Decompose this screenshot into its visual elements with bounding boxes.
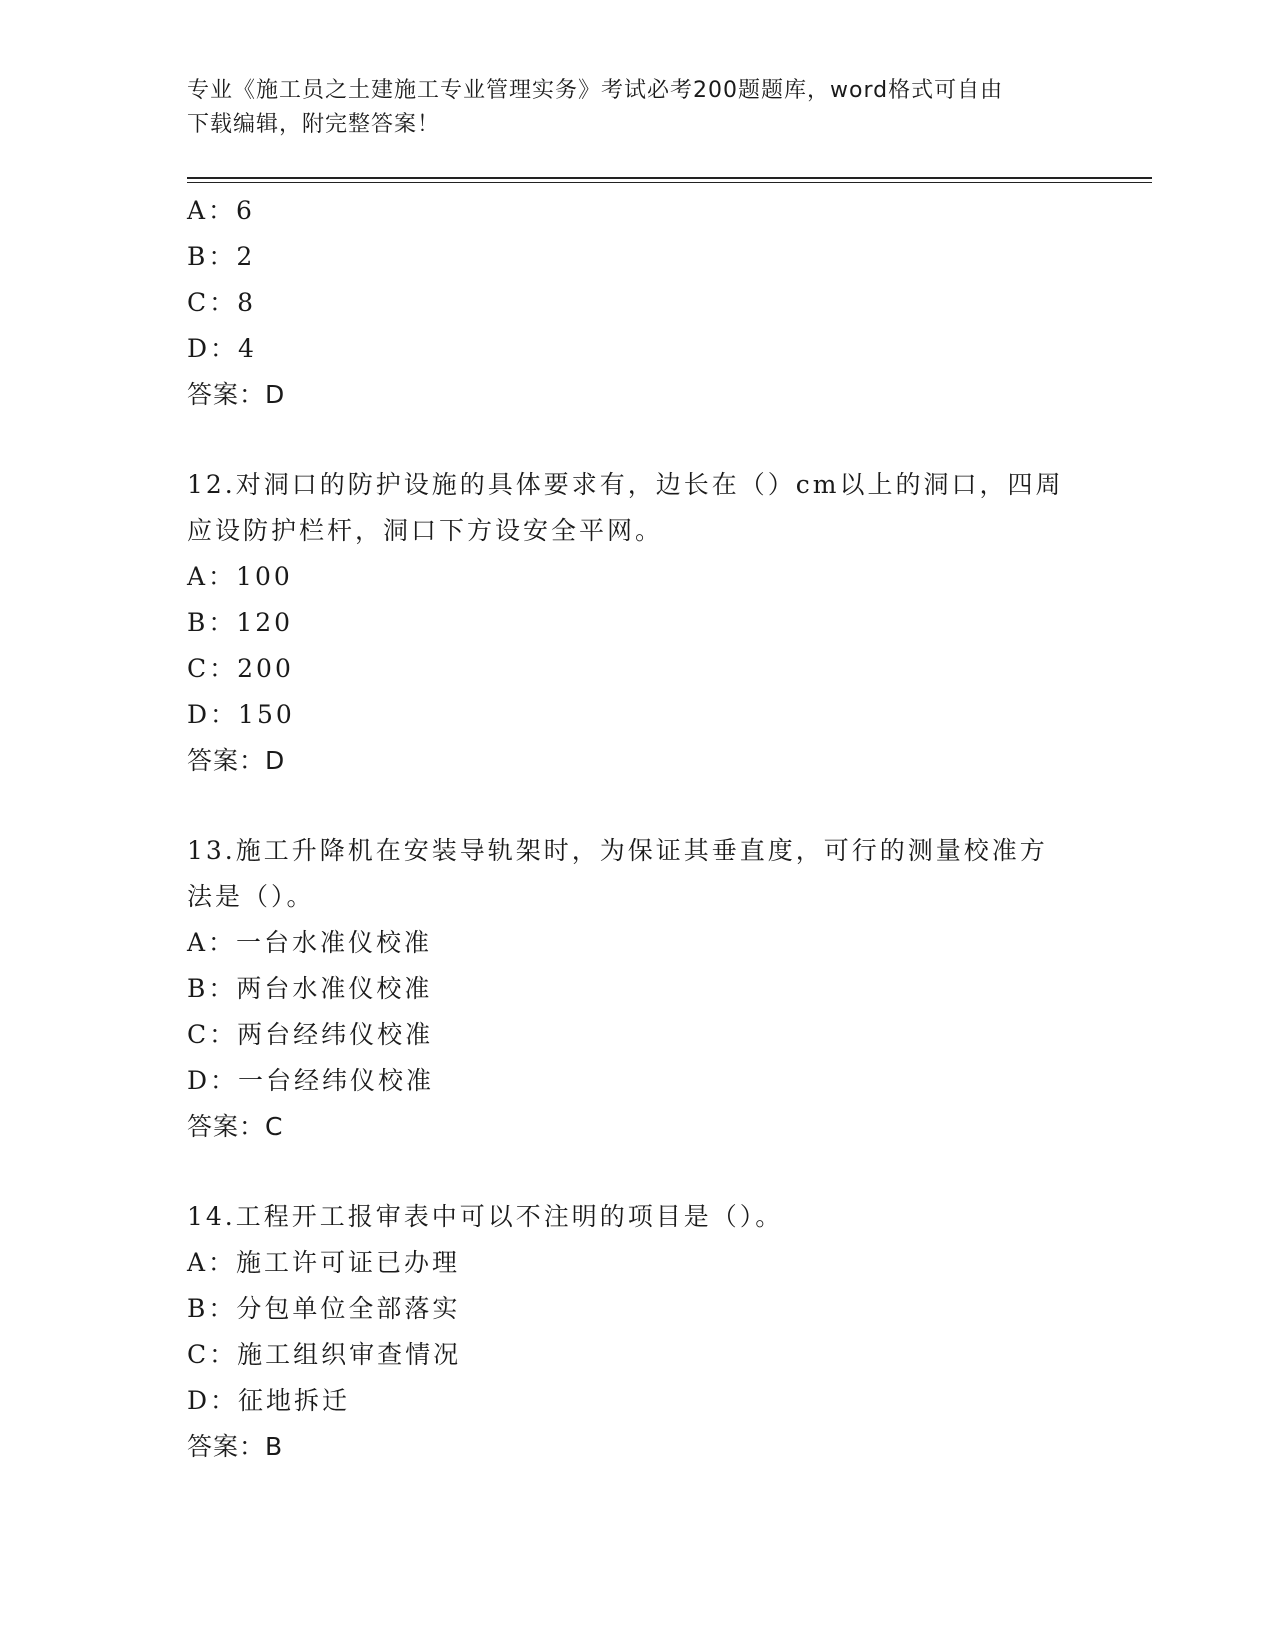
option-c: C：两台经纬仪校准 xyxy=(187,1020,434,1049)
option-a: A：100 xyxy=(187,562,293,591)
option-d: D：一台经纬仪校准 xyxy=(187,1066,435,1095)
header-divider-thick xyxy=(187,177,1152,179)
option-c: C：200 xyxy=(187,654,294,683)
option-d: D：150 xyxy=(187,700,295,729)
answer-line: 答案：B xyxy=(187,1432,284,1461)
question-stem xyxy=(187,828,1087,920)
answer-line: 答案：D xyxy=(187,746,286,775)
option-d: D：4 xyxy=(187,334,257,363)
question-stem-line-1: 13.施工升降机在安装导轨架时，为保证其垂直度，可行的测量校准方 xyxy=(187,836,1048,865)
header-line-1: 专业《施工员之土建施工专业管理实务》考试必考200题题库，word格式可自由 xyxy=(187,78,1004,103)
question-stem-line-2: 法是（）。 xyxy=(187,882,315,911)
option-d: D：征地拆迁 xyxy=(187,1386,351,1415)
question-12 xyxy=(187,462,1087,784)
question-stem-line-1: 12.对洞口的防护设施的具体要求有，边长在（）cm以上的洞口，四周 xyxy=(187,470,1064,499)
question-stem-line-2: 应设防护栏杆，洞口下方设安全平网。 xyxy=(187,516,664,545)
option-c: C：施工组织审查情况 xyxy=(187,1340,462,1369)
option-b: B：两台水准仪校准 xyxy=(187,974,433,1003)
option-b: B：120 xyxy=(187,608,294,637)
document-header xyxy=(187,74,1067,142)
question-list xyxy=(187,188,1087,1470)
question-stem xyxy=(187,1194,1087,1240)
option-b: B：分包单位全部落实 xyxy=(187,1294,461,1323)
option-a: A：6 xyxy=(187,196,255,225)
answer-line: 答案：C xyxy=(187,1112,284,1141)
question-14 xyxy=(187,1194,1087,1470)
question-stem-line-1: 14.工程开工报审表中可以不注明的项目是（）。 xyxy=(187,1202,784,1231)
header-line-2: 下载编辑，附完整答案！ xyxy=(187,112,441,137)
question-stem xyxy=(187,462,1087,554)
question-11-continued xyxy=(187,188,1087,418)
answer-line: 答案：D xyxy=(187,380,286,409)
header-divider-thin xyxy=(187,182,1152,183)
option-b: B：2 xyxy=(187,242,256,271)
option-c: C：8 xyxy=(187,288,257,317)
option-a: A：施工许可证已办理 xyxy=(187,1248,461,1277)
option-a: A：一台水准仪校准 xyxy=(187,928,433,957)
question-13 xyxy=(187,828,1087,1150)
